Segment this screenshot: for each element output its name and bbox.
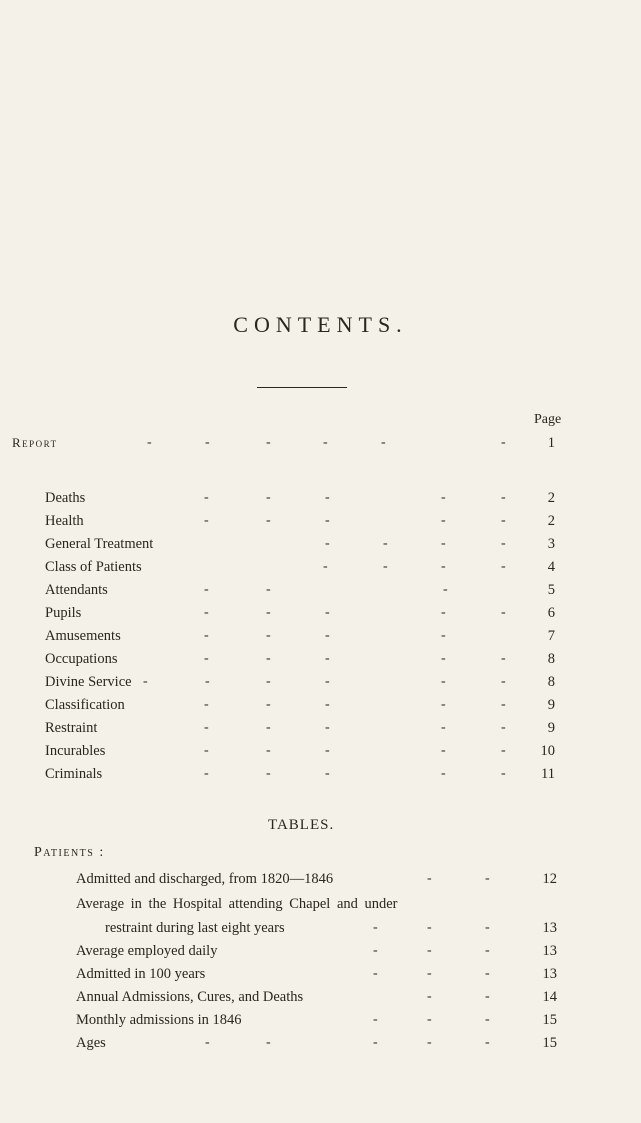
leader-dash: - <box>383 559 388 574</box>
toc-row <box>0 487 641 509</box>
toc-page-number: 13 <box>542 966 557 982</box>
leader-dash: - <box>501 435 506 450</box>
toc-label: Occupations <box>45 651 118 667</box>
toc-row <box>0 740 641 762</box>
toc-row <box>0 694 641 716</box>
leader-dash: - <box>204 743 209 758</box>
toc-row <box>0 648 641 670</box>
leader-dash: - <box>147 435 152 450</box>
table-entry <box>0 963 641 985</box>
leader-dash: - <box>501 490 506 505</box>
patients-heading: Patients : <box>34 845 105 860</box>
toc-row <box>0 671 641 693</box>
leader-dash: - <box>441 536 446 551</box>
toc-page-number: 13 <box>542 943 557 959</box>
table-entry <box>0 1009 641 1031</box>
leader-dash: - <box>427 943 432 958</box>
leader-dash: - <box>501 559 506 574</box>
toc-page-number: 4 <box>547 559 555 575</box>
toc-label: Restraint <box>45 720 98 736</box>
toc-page-number: 8 <box>547 651 555 667</box>
toc-page-number: 2 <box>547 490 555 506</box>
toc-label: Pupils <box>45 605 82 621</box>
toc-page-number: 13 <box>542 920 557 936</box>
leader-dash: - <box>325 605 330 620</box>
toc-page-number: 5 <box>547 582 555 598</box>
leader-dash: - <box>441 697 446 712</box>
leader-dash: - <box>204 513 209 528</box>
leader-dash: - <box>204 605 209 620</box>
toc-page-number: 14 <box>542 989 557 1005</box>
toc-page-number: 10 <box>540 743 555 759</box>
leader-dash: - <box>325 743 330 758</box>
leader-dash: - <box>266 720 271 735</box>
leader-dash: - <box>325 628 330 643</box>
leader-dash: - <box>501 743 506 758</box>
tables-heading: TABLES. <box>268 817 335 833</box>
toc-label: Annual Admissions, Cures, and Deaths <box>76 989 304 1005</box>
leader-dash: - <box>204 582 209 597</box>
leader-dash: - <box>266 628 271 643</box>
toc-label: Attendants <box>45 582 108 598</box>
leader-dash: - <box>441 605 446 620</box>
leader-dash: - <box>485 920 490 935</box>
leader-dash: - <box>485 966 490 981</box>
leader-dash: - <box>323 559 328 574</box>
leader-dash: - <box>205 674 210 689</box>
leader-dash: - <box>501 697 506 712</box>
toc-label: Average employed daily <box>76 943 218 959</box>
leader-dash: - <box>441 766 446 781</box>
toc-label: Health <box>45 513 84 529</box>
toc-row <box>0 602 641 624</box>
leader-dash: - <box>441 674 446 689</box>
table-entry <box>0 917 641 939</box>
table-entry <box>0 893 641 915</box>
leader-dash: - <box>325 490 330 505</box>
leader-dash: - <box>501 674 506 689</box>
leader-dash: - <box>373 966 378 981</box>
toc-page-number: 11 <box>541 766 555 782</box>
toc-row <box>0 510 641 532</box>
toc-label: Divine Service <box>45 674 132 690</box>
toc-label: Incurables <box>45 743 106 759</box>
leader-dash: - <box>441 651 446 666</box>
leader-dash: - <box>441 513 446 528</box>
toc-label: Report <box>12 435 58 450</box>
leader-dash: - <box>325 651 330 666</box>
leader-dash: - <box>266 513 271 528</box>
leader-dash: - <box>325 536 330 551</box>
toc-label: Average in the Hospital attending Chapel and under <box>76 896 398 912</box>
leader-dash: - <box>205 435 210 450</box>
leader-dash: - <box>266 651 271 666</box>
title-rule <box>257 387 347 388</box>
leader-dash: - <box>325 674 330 689</box>
leader-dash: - <box>443 582 448 597</box>
leader-dash: - <box>427 871 432 886</box>
leader-dash: - <box>427 1012 432 1027</box>
leader-dash: - <box>204 720 209 735</box>
toc-page-number: 3 <box>547 536 555 552</box>
toc-page-number: 15 <box>542 1012 557 1028</box>
toc-page-number: 9 <box>547 720 555 736</box>
table-entry <box>0 986 641 1008</box>
toc-row <box>0 556 641 578</box>
toc-page-number: 1 <box>547 435 555 451</box>
leader-dash: - <box>266 766 271 781</box>
table-entry <box>0 940 641 962</box>
toc-page-number: 8 <box>547 674 555 690</box>
leader-dash: - <box>373 943 378 958</box>
leader-dash: - <box>373 1012 378 1027</box>
toc-label: restraint during last eight years <box>105 920 285 936</box>
table-entry <box>0 868 641 890</box>
leader-dash: - <box>266 605 271 620</box>
leader-dash: - <box>383 536 388 551</box>
toc-row <box>0 625 641 647</box>
toc-label: Amusements <box>45 628 121 644</box>
table-entry <box>0 1032 641 1054</box>
leader-dash: - <box>204 651 209 666</box>
leader-dash: - <box>381 435 386 450</box>
leader-dash: - <box>485 1012 490 1027</box>
leader-dash: - <box>266 582 271 597</box>
leader-dash: - <box>501 513 506 528</box>
toc-row <box>0 579 641 601</box>
leader-dash: - <box>266 697 271 712</box>
leader-dash: - <box>501 605 506 620</box>
leader-dash: - <box>266 674 271 689</box>
leader-dash: - <box>427 966 432 981</box>
toc-row-report <box>0 432 641 454</box>
leader-dash: - <box>204 628 209 643</box>
contents-title: CONTENTS. <box>233 312 408 337</box>
toc-page-number: 2 <box>547 513 555 529</box>
leader-dash: - <box>266 743 271 758</box>
leader-dash: - <box>373 1035 378 1050</box>
toc-label: Ages <box>76 1035 106 1051</box>
leader-dash: - <box>501 536 506 551</box>
leader-dash: - <box>427 920 432 935</box>
leader-dash: - <box>427 1035 432 1050</box>
toc-label: Admitted and discharged, from 1820—1846 <box>76 871 334 887</box>
leader-dash: - <box>266 1035 271 1050</box>
leader-dash: - <box>204 490 209 505</box>
leader-dash: - <box>325 720 330 735</box>
page-column-header: Page <box>534 412 562 427</box>
toc-label: Classification <box>45 697 125 713</box>
leader-dash: - <box>501 651 506 666</box>
toc-label: Monthly admissions in 1846 <box>76 1012 242 1028</box>
toc-label: Class of Patients <box>45 559 142 575</box>
leader-dash: - <box>441 559 446 574</box>
toc-label: Deaths <box>45 490 86 506</box>
leader-dash: - <box>205 1035 210 1050</box>
toc-row <box>0 717 641 739</box>
leader-dash: - <box>501 720 506 735</box>
toc-page-number: 15 <box>542 1035 557 1051</box>
leader-dash: - <box>441 720 446 735</box>
leader-dash: - <box>204 697 209 712</box>
leader-dash: - <box>485 989 490 1004</box>
toc-page-number: 12 <box>542 871 557 887</box>
leader-dash: - <box>325 697 330 712</box>
leader-dash: - <box>266 435 271 450</box>
toc-page-number: 9 <box>547 697 555 713</box>
toc-page-number: 6 <box>547 605 555 621</box>
leader-dash: - <box>501 766 506 781</box>
toc-row <box>0 533 641 555</box>
leader-dash: - <box>325 513 330 528</box>
toc-row <box>0 763 641 785</box>
leader-dash: - <box>441 743 446 758</box>
leader-dash: - <box>323 435 328 450</box>
leader-dash: - <box>204 766 209 781</box>
leader-dash: - <box>373 920 378 935</box>
toc-label: General Treatment <box>45 536 154 552</box>
leader-dash: - <box>143 674 148 689</box>
toc-label: Criminals <box>45 766 103 782</box>
toc-label: Admitted in 100 years <box>76 966 206 982</box>
leader-dash: - <box>441 490 446 505</box>
leader-dash: - <box>266 490 271 505</box>
leader-dash: - <box>485 1035 490 1050</box>
toc-page-number: 7 <box>547 628 555 644</box>
leader-dash: - <box>441 628 446 643</box>
leader-dash: - <box>485 871 490 886</box>
leader-dash: - <box>485 943 490 958</box>
leader-dash: - <box>325 766 330 781</box>
leader-dash: - <box>427 989 432 1004</box>
